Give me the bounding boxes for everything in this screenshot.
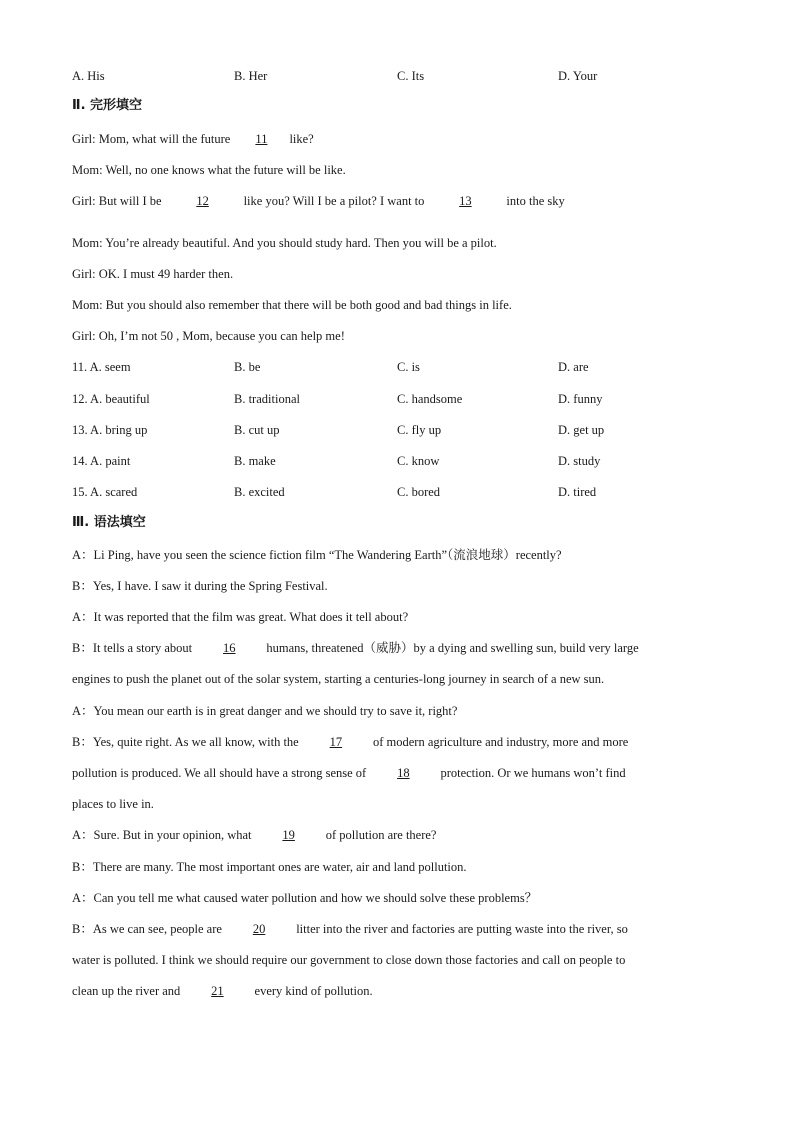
grammar-text: A：Sure. But in your opinion, what [72,828,255,842]
grammar-line-15 [72,983,373,999]
q11-options [72,359,722,375]
q14-option-b[interactable]: B. make [234,454,276,468]
q14-option-d[interactable]: D. study [558,454,601,468]
q13-option-a[interactable]: 13. A. bring up [72,423,148,437]
grammar-text: B：As we can see, people are [72,922,226,936]
grammar-line-12: A：Can you tell me what caused water pollution and how we should solve these problems？ [72,891,538,905]
dialogue-line-7: Girl: Oh, I’m not 50 , Mom, because you can help me! [72,329,345,343]
grammar-line-2: B：Yes, I have. I saw it during the Spring Festival. [72,579,328,593]
grammar-text: of pollution are there? [322,828,437,842]
q13-option-c[interactable]: C. fly up [397,423,442,437]
grammar-line-13 [72,921,628,937]
q14-option-a[interactable]: 14. A. paint [72,454,131,468]
dialogue-text: Girl: Mom, what will the future [72,132,234,146]
q11-option-c[interactable]: C. is [397,360,420,374]
q13-options [72,422,722,438]
section3-heading: Ⅲ. 语法填空 [72,515,146,530]
dialogue-text: like you? Will I be a pilot? I want to [243,194,425,208]
grammar-text: of modern agriculture and industry, more and more [369,735,629,749]
grammar-line-5: engines to push the planet out of the solar system, starting a centuries-long journey in search of a new sun. [72,672,605,686]
grammar-line-1: A：Li Ping, have you seen the science fiction film “The Wandering Earth”（流浪地球）recently? [72,548,562,562]
q15-option-b[interactable]: B. excited [234,485,285,499]
grammar-text: protection. Or we humans won’t find [437,766,626,780]
q15-option-d[interactable]: D. tired [558,485,597,499]
q12-option-b[interactable]: B. traditional [234,392,300,406]
q15-option-c[interactable]: C. bored [397,485,441,499]
grammar-line-11: B：There are many. The most important ones are water, air and land pollution. [72,860,467,874]
q15-options [72,484,722,500]
blank-19[interactable]: 19 [282,828,295,842]
dialogue-text: Girl: But will I be [72,194,162,208]
blank-20[interactable]: 20 [252,922,266,936]
grammar-text: humans, threatened（威胁）by a dying and swelling sun, build very large [263,641,639,655]
q10-option-c[interactable]: C. Its [397,69,425,83]
dialogue-line-4: Mom: You’re already beautiful. And you should study hard. Then you will be a pilot. [72,236,497,250]
dialogue-line-6: Mom: But you should also remember that there will be both good and bad things in life. [72,298,512,312]
grammar-text: litter into the river and factories are putting waste into the river, so [293,922,628,936]
blank-17[interactable]: 17 [329,735,343,749]
dialogue-line-1 [72,131,314,147]
blank-13[interactable]: 13 [459,194,472,208]
grammar-line-4 [72,640,639,656]
q11-option-a[interactable]: 11. A. seem [72,360,131,374]
q10-option-b[interactable]: B. Her [234,69,268,83]
grammar-text: B：It tells a story about [72,641,196,655]
dialogue-text: like? [289,132,314,146]
grammar-line-9: places to live in. [72,797,154,811]
q12-option-a[interactable]: 12. A. beautiful [72,392,150,406]
q15-option-a[interactable]: 15. A. scared [72,485,138,499]
dialogue-line-5: Girl: OK. I must 49 harder then. [72,267,234,281]
dialogue-text: into the sky [506,194,565,208]
grammar-text: pollution is produced. We all should have a strong sense of [72,766,370,780]
q13-option-d[interactable]: D. get up [558,423,605,437]
blank-16[interactable]: 16 [223,641,236,655]
grammar-line-6: A：You mean our earth is in great danger and we should try to save it, right? [72,704,458,718]
q10-option-a[interactable]: A. His [72,69,105,83]
blank-12[interactable]: 12 [196,194,209,208]
q12-options [72,391,722,407]
q11-option-b[interactable]: B. be [234,360,261,374]
blank-18[interactable]: 18 [397,766,410,780]
grammar-text: clean up the river and [72,984,184,998]
q14-options [72,453,722,469]
q12-option-d[interactable]: D. funny [558,392,603,406]
q10-option-d[interactable]: D. Your [558,69,598,83]
blank-21[interactable]: 21 [211,984,224,998]
grammar-line-8 [72,765,626,781]
blank-11[interactable]: 11 [255,132,268,146]
q13-option-b[interactable]: B. cut up [234,423,280,437]
q11-option-d[interactable]: D. are [558,360,589,374]
grammar-line-7 [72,734,628,750]
dialogue-line-3 [72,193,565,209]
section2-heading: Ⅱ. 完形填空 [72,98,143,113]
grammar-text: every kind of pollution. [251,984,373,998]
grammar-line-10 [72,827,436,843]
grammar-text: B：Yes, quite right. As we all know, with the [72,735,302,749]
dialogue-line-2: Mom: Well, no one knows what the future will be like. [72,163,346,177]
q14-option-c[interactable]: C. know [397,454,440,468]
q12-option-c[interactable]: C. handsome [397,392,463,406]
grammar-line-14: water is polluted. I think we should require our government to close down those factories and call on people to [72,953,626,967]
q10-options [72,68,722,84]
grammar-line-3: A：It was reported that the film was great. What does it tell about? [72,610,409,624]
